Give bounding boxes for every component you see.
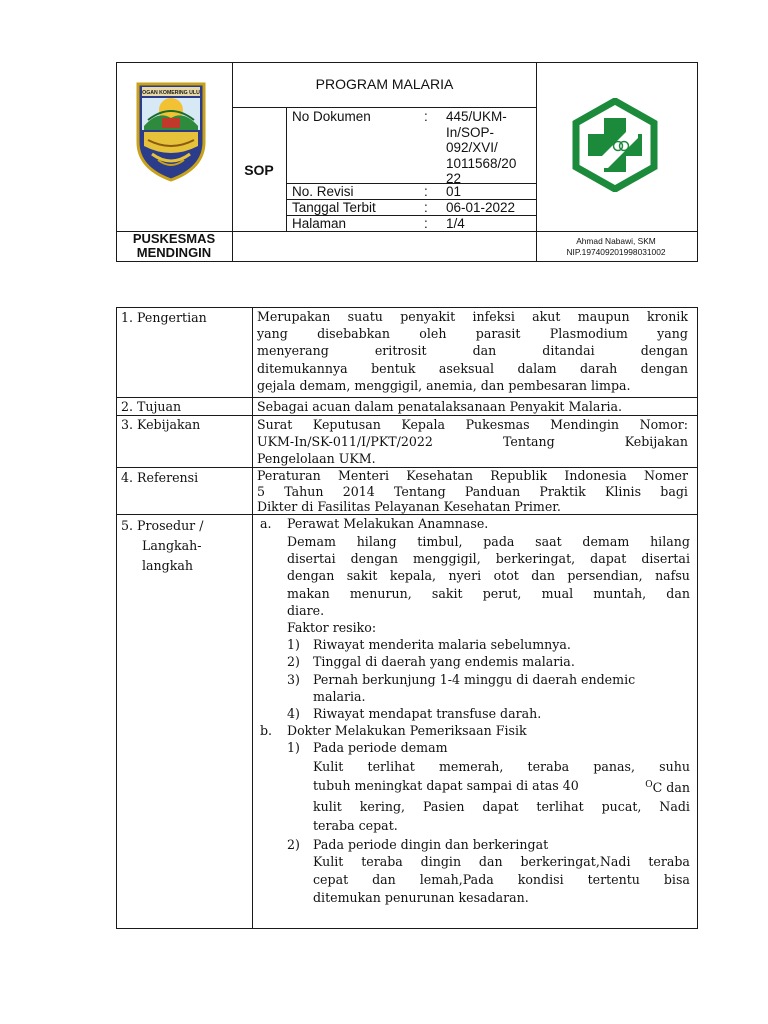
word: Peraturan (257, 468, 321, 483)
word: kronik (646, 309, 688, 324)
label-prosedur (121, 516, 203, 576)
demam-line (313, 797, 690, 816)
label-kebijakan: 3. Kebijakan (121, 417, 201, 432)
page-title: PROGRAM MALARIA (315, 76, 454, 92)
b-marker: b. (260, 723, 273, 739)
anamnase-line (287, 567, 690, 584)
faktor-num: 4) (287, 705, 300, 721)
word: makan (287, 585, 330, 601)
a-marker: a. (260, 516, 272, 531)
no-dokumen-line-5: 22 (446, 171, 462, 186)
faktor-num: 1) (287, 637, 300, 653)
word: hilang (356, 534, 397, 549)
word: Panduan (464, 483, 521, 499)
referensi-line (257, 484, 688, 500)
word: oleh (419, 326, 447, 342)
regency-logo (134, 80, 208, 182)
word: dan (666, 585, 690, 601)
demam-last-line: teraba cepat. (313, 817, 398, 833)
word: Tentang (393, 483, 446, 499)
word: Tahun (284, 483, 324, 499)
word: cepat (313, 871, 349, 887)
b2-num: 2) (287, 836, 300, 852)
text-referensi (257, 468, 688, 515)
field-label-no-dokumen: No Dokumen (292, 109, 371, 124)
word: Kepala (401, 417, 446, 432)
text-pengertian (257, 308, 688, 394)
word: demam (582, 534, 630, 549)
pengertian-line (257, 325, 688, 342)
referensi-line (257, 468, 688, 484)
text-prosedur (257, 515, 690, 907)
field-value-no-dokumen (446, 109, 516, 187)
word: nyeri (448, 568, 482, 584)
demam-line-2-pre: tubuh meningkat dapat sampai di atas 40 (313, 777, 579, 793)
text-tujuan: Sebagai acuan dalam penatalaksanaan Penyakit Malaria. (257, 399, 622, 414)
field-sep-no-revisi: : (424, 184, 428, 199)
word: yang (257, 326, 288, 342)
word: Nadi (659, 798, 690, 814)
b2-title: Pada periode dingin dan berkeringat (313, 836, 549, 852)
faktor-text-cont: malaria. (313, 688, 366, 704)
word: bisa (663, 871, 690, 887)
faktor-text: Riwayat mendapat transfuse darah. (313, 705, 542, 721)
field-sep-no-dokumen: : (424, 109, 428, 124)
pengertian-line (257, 360, 688, 377)
word: dan (372, 871, 396, 887)
org-name-line-1: PUSKESMAS (132, 231, 216, 246)
word: suatu (347, 309, 383, 324)
word: parasit (475, 326, 521, 342)
word: Nomor: (639, 417, 688, 432)
degree-sup: O (645, 779, 653, 790)
word: mual (541, 585, 574, 601)
word: teraba (527, 758, 570, 774)
word: tertentu (587, 871, 640, 887)
field-label-no-revisi: No. Revisi (292, 184, 354, 199)
word: Keputusan (312, 417, 381, 432)
word: kulit (313, 798, 342, 814)
word: bagi (660, 483, 688, 499)
word: eritrosit (374, 343, 427, 359)
word: kondisi (517, 871, 564, 887)
word: ditandai (542, 343, 595, 359)
field-sep-tanggal-terbit: : (424, 200, 428, 215)
word: Tentang (502, 434, 555, 450)
svg-text:OGAN KOMERING ULU: OGAN KOMERING ULU (142, 90, 200, 96)
word: aseksual (438, 360, 495, 376)
word: darah (580, 360, 618, 376)
signer-name: Ahmad Nabawi, SKM (576, 236, 656, 246)
org-name-line-2: MENDINGIN (136, 245, 212, 260)
field-value-halaman: 1/4 (446, 216, 465, 231)
word: dengan (287, 568, 335, 584)
b-title: Dokter Melakukan Pemeriksaan Fisik (287, 723, 527, 739)
faktor-text: Riwayat menderita malaria sebelumnya. (313, 637, 571, 653)
word: disertai (641, 551, 690, 567)
word: dengan (640, 343, 688, 359)
signer-nip: NIP.197409201998031002 (566, 247, 666, 257)
word: bentuk (371, 360, 416, 376)
word: teraba (648, 853, 690, 869)
kebijakan-line (257, 433, 688, 450)
word: Merupakan (257, 309, 331, 324)
word: penyakit (400, 309, 456, 324)
pengertian-last-line: gejala demam, menggigil, anemia, dan pembesaran limpa. (257, 377, 631, 393)
anamnase-line (287, 585, 690, 602)
anamnase-line (287, 550, 690, 567)
word: Praktik (539, 483, 586, 499)
word: Kesehatan (406, 468, 474, 483)
a-title: Perawat Melakukan Anamnase. (287, 516, 489, 531)
word: Republik (490, 468, 548, 483)
faktor-num: 2) (287, 654, 300, 670)
word: Kulit (313, 853, 344, 869)
word: sakit (431, 585, 463, 601)
word: pucat, (601, 798, 642, 814)
word: 2014 (342, 483, 375, 499)
text-kebijakan (257, 416, 688, 468)
no-dokumen-line-4: 1011568/20 (446, 155, 517, 171)
faktor-text: Pernah berkunjung 1-4 minggu di daerah endemic (313, 671, 636, 687)
field-label-halaman: Halaman (292, 216, 347, 231)
demam-line (313, 757, 690, 776)
pengertian-line (257, 342, 688, 359)
word: dan (472, 343, 497, 359)
word: saat (535, 534, 562, 549)
word: berkeringat, (495, 551, 576, 567)
org-name (116, 232, 232, 260)
word: dan (478, 853, 503, 869)
word: UKM-In/SK-011/I/PKT/2022 (257, 434, 433, 450)
word: otot (493, 568, 519, 584)
word: Kulit (313, 758, 344, 774)
word: Nomer (643, 468, 688, 483)
word: pada (483, 534, 515, 549)
anamnase-line (287, 533, 690, 550)
word: terlihat (536, 798, 584, 814)
word: kering, (359, 798, 406, 814)
word: berkeringat,Nadi (520, 853, 631, 869)
word: dingin (420, 853, 462, 869)
anamnase-last-line: diare. (287, 602, 325, 618)
word: Surat (257, 417, 293, 432)
word: sakit (346, 568, 378, 584)
no-dokumen-line-3: 092/XVI/ (446, 140, 498, 155)
label-pengertian: 1. Pengertian (121, 310, 207, 325)
word: Klinis (604, 483, 642, 499)
word: timbul, (417, 534, 463, 549)
demam-line-2-post: C dan (652, 779, 690, 795)
faktor-title: Faktor resiko: (287, 620, 377, 636)
signer-block (536, 236, 696, 258)
word: maupun (577, 309, 630, 324)
field-value-tanggal-terbit: 06-01-2022 (446, 200, 516, 215)
word: menurun, (349, 585, 412, 601)
word: lemah,Pada (419, 871, 494, 887)
label-referensi: 4. Referensi (121, 470, 199, 485)
word: dengan (640, 360, 688, 376)
prosedur-label-line-3: langkah (142, 558, 193, 573)
dingin-last-line: ditemukan penurunan kesadaran. (313, 889, 529, 905)
word: nafsu (655, 568, 690, 584)
kebijakan-last-line: Pengelolaan UKM. (257, 451, 376, 467)
word: memerah, (438, 758, 504, 774)
no-dokumen-line-1: 445/UKM- (446, 109, 507, 124)
b1-num: 1) (287, 740, 300, 756)
word: menggigil, (412, 551, 481, 567)
puskesmas-logo (568, 98, 662, 192)
word: persendian, (567, 568, 643, 584)
field-sep-halaman: : (424, 216, 428, 231)
dingin-line (313, 853, 690, 871)
word: Menteri (337, 468, 389, 483)
field-label-tanggal-terbit: Tanggal Terbit (292, 200, 376, 215)
word: dan (531, 568, 555, 584)
prosedur-label-line-2: Langkah- (142, 538, 202, 553)
word: dapat (590, 551, 627, 567)
word: disebabkan (317, 326, 390, 342)
word: disertai (287, 551, 336, 567)
referensi-last-line: Dikter di Fasilitas Pelayanan Kesehatan Primer. (257, 499, 561, 514)
word: dalam (517, 360, 557, 376)
word: Demam (287, 534, 336, 549)
faktor-num: 3) (287, 671, 300, 687)
word: dengan (350, 551, 398, 567)
word: dapat (482, 798, 519, 814)
word: yang (657, 326, 688, 342)
word: panas, (593, 758, 635, 774)
sop-label: SOP (244, 162, 274, 178)
word: 5 (257, 483, 266, 499)
field-value-no-revisi: 01 (446, 184, 462, 199)
word: hilang (650, 534, 690, 549)
demam-line-2 (313, 776, 690, 797)
dingin-line (313, 871, 690, 889)
b1-title: Pada periode demam (313, 740, 448, 756)
word: Kebijakan (624, 434, 688, 450)
word: infeksi (472, 309, 515, 324)
no-dokumen-line-2: In/SOP- (446, 124, 495, 140)
faktor-text: Tinggal di daerah yang endemis malaria. (313, 654, 575, 670)
word: akut (532, 309, 561, 324)
word: perut, (482, 585, 522, 601)
word: Indonesia (564, 468, 627, 483)
word: Plasmodium (549, 326, 628, 342)
word: ditemukannya (257, 360, 348, 376)
word: suhu (659, 758, 690, 774)
word: muntah, (593, 585, 647, 601)
word: terlihat (367, 758, 415, 774)
prosedur-label-line-1: 5. Prosedur / (121, 518, 204, 533)
word: Pasien (422, 798, 465, 814)
word: menyerang (257, 343, 329, 359)
kebijakan-line (257, 416, 688, 433)
word: teraba (361, 853, 403, 869)
word: kepala, (389, 568, 437, 584)
word: Mendingin (550, 417, 620, 432)
pengertian-line (257, 308, 688, 325)
word: Pukesmas (465, 417, 530, 432)
label-tujuan: 2. Tujuan (121, 399, 182, 414)
